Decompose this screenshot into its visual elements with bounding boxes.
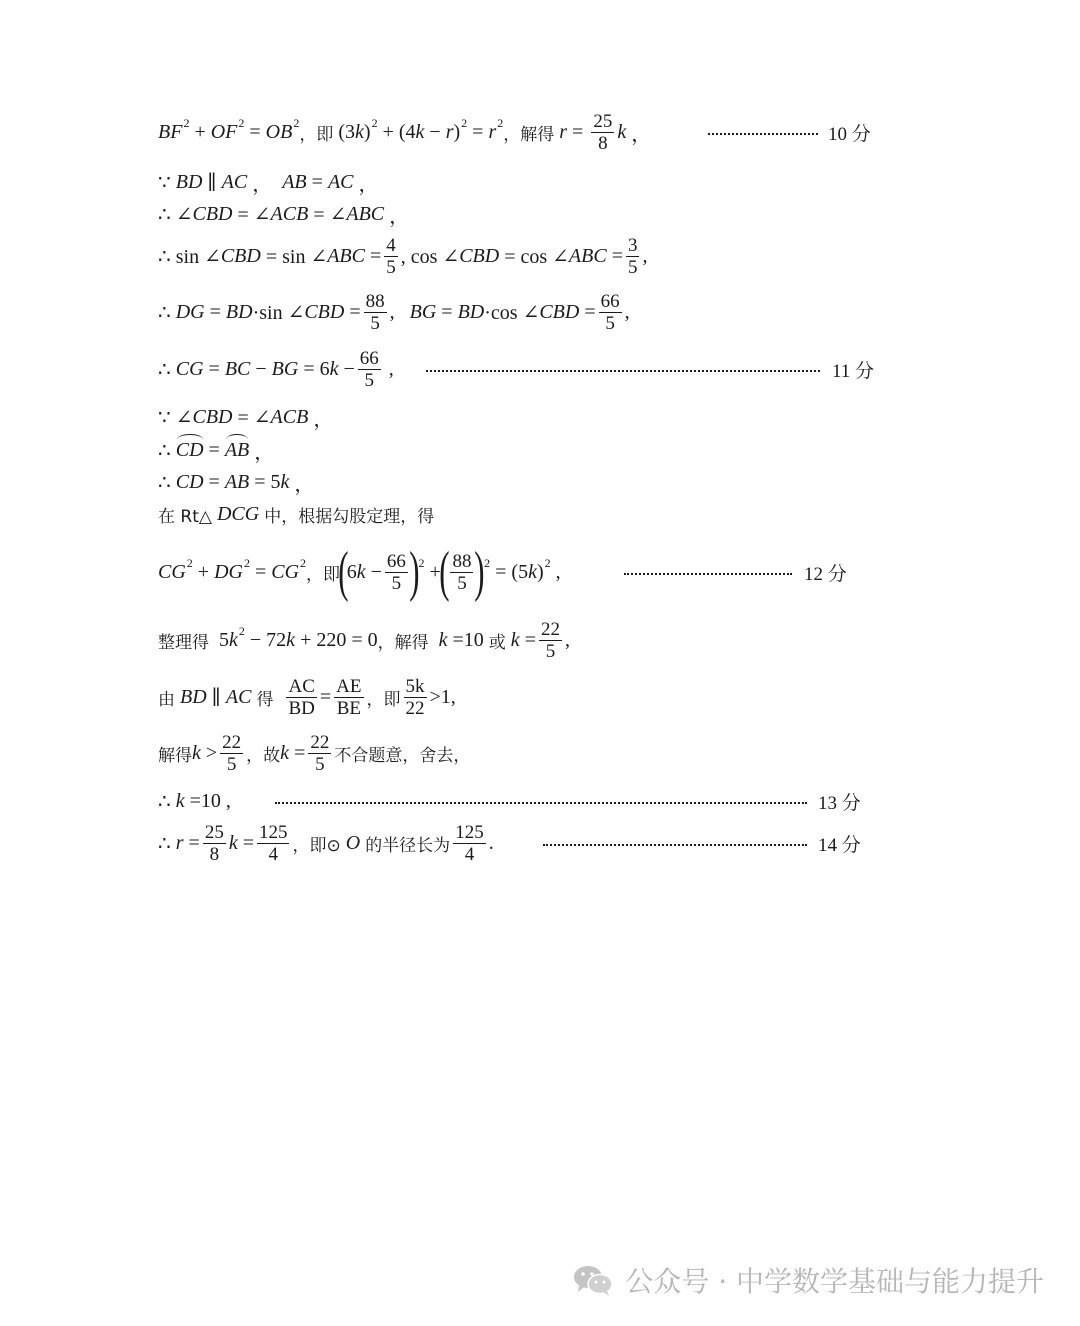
score-label: 10 分 — [828, 123, 871, 145]
wechat-icon — [571, 1262, 615, 1298]
line-5: ∴ DG = BD ·sin ∠ CBD = $\frac{88}{5}$ , BG = BD ·cos ∠ CBD = $\frac{66}{5}$ , — [158, 290, 630, 334]
dot-leader — [543, 821, 807, 865]
line-15: ∴ k =10 , — [158, 789, 231, 813]
line-4: ∴ sin ∠ CBD = sin ∠ ABC = $\frac{4}{5}$ , cos ∠ CBD = cos ∠ ABC = $\frac{3}{5}$ , — [158, 234, 648, 278]
score-label: 13 分 — [818, 792, 861, 814]
dot-leader — [624, 550, 792, 594]
fraction: $\frac{125}{4}$ — [258, 821, 288, 865]
fraction: $\frac{88}{5}$ — [452, 550, 472, 594]
score-label: 11 分 — [832, 360, 875, 382]
fraction: $\frac{3}{5}$ — [627, 234, 638, 278]
fraction: $\frac{22}{5}$ — [222, 731, 242, 775]
fraction: $\frac{66}{5}$ — [600, 290, 620, 334]
fraction: $\frac{66}{5}$ — [386, 550, 406, 594]
line-2: ∵ BD ∥ AC ， AB = AC ， — [158, 170, 379, 196]
line-12: 整理得 5 k $^2$ − 72 k + 220 = 0 ，解得 k =10 或 k = $\frac{22}{5}$ , — [158, 618, 570, 662]
line-13: 由 BD ∥ AC 得 $\frac{AC}{BD}$ = $\frac{AE}{BE}$ ，即 $\frac{5k}{22}$ >1, — [158, 675, 456, 719]
line-11: CG $^2$ + DG $^2$ = CG $^2$ ，即 ( 6 k − $\frac{66}{5}$ ) $^2$ + ( $\frac{88}{5}$ ) $^2$ = (5 k ) $^2$ , — [158, 541, 561, 603]
line-9: ∴ CD = AB = 5 k ， — [158, 470, 315, 496]
line-7: ∵ ∠ CBD = ∠ ACB ， — [158, 405, 334, 431]
fraction: $\frac{22}{5}$ — [540, 618, 560, 662]
line-3: ∴ ∠ CBD = ∠ ACB = ∠ ABC ， — [158, 202, 410, 228]
fraction: $\frac{AE}{BE}$ — [336, 675, 362, 719]
line-14: 解得 k > $\frac{22}{5}$ ，故 k = $\frac{22}{5}$ 不合题意，舍去， — [158, 731, 471, 775]
line-16: ∴ r = $\frac{25}{8}$ k = $\frac{125}{4}$ ，即⊙ O 的半径长为 $\frac{125}{4}$ . — [158, 821, 494, 865]
fraction: $\frac{125}{4}$ — [455, 821, 484, 865]
score-label: 12 分 — [804, 563, 847, 585]
fraction: $\frac{25}{8}$ — [593, 110, 613, 154]
fraction: $\frac{AC}{BD}$ — [288, 675, 315, 719]
watermark-text: 公众号 · 中学数学基础与能力提升 — [625, 1265, 1044, 1298]
dot-leader — [275, 779, 807, 823]
dot-leader — [708, 110, 818, 154]
fraction: $\frac{5k}{22}$ — [405, 675, 425, 719]
line-1: BF $^2$ + OF $^2$ = OB $^2$ ，即 (3 k ) $^2$ + (4 k − r ) $^2$ = r $^2$ ，解得 r = $\frac{25}{8}$ k ， — [158, 110, 652, 154]
dot-leader — [426, 347, 820, 391]
watermark — [571, 1260, 1044, 1300]
fraction: $\frac{25}{8}$ — [204, 821, 224, 865]
fraction: $\frac{88}{5}$ — [365, 290, 385, 334]
fraction: $\frac{4}{5}$ — [386, 234, 396, 278]
score-label: 14 分 — [818, 834, 861, 856]
fraction: $\frac{22}{5}$ — [310, 731, 330, 775]
line-10: 在 Rt△ DCG 中，根据勾股定理，得 — [158, 502, 435, 527]
line-6: ∴ CG = BC − BG = 6 k − $\frac{66}{5}$ , — [158, 347, 394, 391]
line-8: ∴ CD = AB ， — [158, 438, 275, 464]
fraction: $\frac{66}{5}$ — [359, 347, 379, 391]
